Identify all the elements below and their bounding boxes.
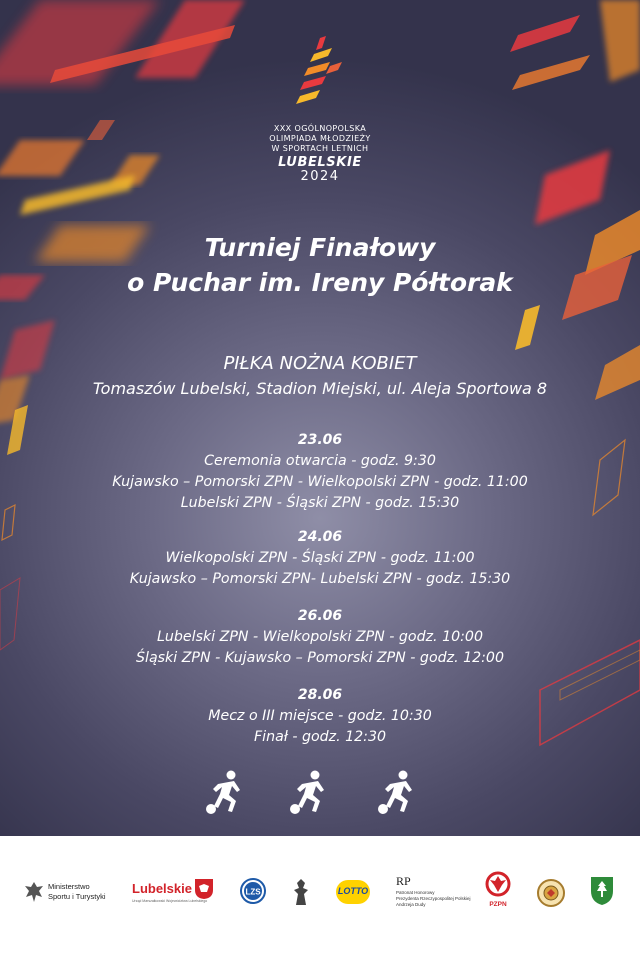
- olympics-region: LUBELSKIE: [278, 155, 362, 170]
- ministry-line2: Sportu i Turystyki: [48, 892, 106, 901]
- schedule-line: Finał - godz. 12:30: [253, 729, 387, 745]
- schedule-day: [0, 606, 640, 669]
- discipline: PIŁKA NOŻNA KOBIET: [223, 353, 417, 374]
- deer-shield-icon: [194, 878, 214, 900]
- schedule-date: 24.06: [297, 529, 343, 545]
- olympics-header: [0, 124, 640, 184]
- patronage-line2: Prezydenta Rzeczypospolitej Polskiej: [396, 896, 471, 901]
- green-crest-icon: [590, 876, 614, 906]
- schedule-date: 23.06: [297, 432, 343, 448]
- city-crest-icon: [292, 878, 310, 906]
- ministry-line1: Ministerstwo: [48, 882, 90, 891]
- olympics-line2: OLIMPIADA MŁODZIEŻY: [269, 134, 371, 143]
- schedule-line: Lubelski ZPN - Wielkopolski ZPN - godz. 10:00: [157, 629, 483, 645]
- football-player-icon: [204, 770, 248, 816]
- patronage-line1: Patronat Honorowy: [396, 890, 435, 895]
- schedule-line: Wielkopolski ZPN - Śląski ZPN - godz. 11:00: [165, 550, 475, 566]
- title-line2: o Puchar im. Ireny Półtorak: [127, 268, 513, 297]
- lzs-logo: [240, 878, 266, 904]
- schedule-date: 28.06: [297, 687, 343, 703]
- olympics-line3: W SPORTACH LETNICH: [271, 144, 369, 153]
- pzpn-eagle-icon: [484, 870, 512, 900]
- football-player-icon: [288, 770, 332, 816]
- schedule-line: Kujawsko – Pomorski ZPN- Lubelski ZPN - godz. 15:30: [129, 571, 511, 587]
- football-player-icon: [376, 770, 420, 816]
- schedule-line: Ceremonia otwarcia - godz. 9:30: [204, 453, 436, 469]
- olympics-line1: XXX OGÓLNOPOLSKA: [273, 124, 367, 133]
- lubelskie-text: Lubelskie: [132, 881, 192, 896]
- lubelskie-sub: Urząd Marszałkowski Województwa Lubelskiego: [132, 899, 208, 903]
- presidential-patronage: [396, 874, 476, 914]
- regional-seal-icon: [536, 878, 566, 908]
- olympics-year: 2024: [300, 169, 340, 184]
- schedule-line: Kujawsko – Pomorski ZPN - Wielkopolski ZPN - godz. 11:00: [112, 474, 528, 490]
- venue: Tomaszów Lubelski, Stadion Miejski, ul. Aleja Sportowa 8: [92, 379, 548, 398]
- pzpn-text: PZPN: [489, 901, 507, 908]
- lzs-text: LZS: [245, 887, 261, 897]
- schedule-line: Mecz o III miejsce - godz. 10:30: [208, 708, 432, 724]
- pzpn-logo: [484, 870, 512, 912]
- title-line1: Turniej Finałowy: [204, 233, 436, 262]
- schedule-line: Śląski ZPN - Kujawsko – Pomorski ZPN - godz. 12:00: [136, 650, 504, 666]
- eagle-icon: [24, 880, 44, 904]
- page-title: [0, 230, 640, 300]
- lubelskie-logo: [132, 876, 218, 910]
- olympics-flame-logo: [292, 36, 352, 108]
- rp-text: RP: [396, 874, 411, 888]
- lotto-text: LOTTO: [337, 886, 369, 896]
- ministry-logo: [24, 878, 124, 908]
- schedule-line: Lubelski ZPN - Śląski ZPN - godz. 15:30: [180, 495, 460, 511]
- players-row: [0, 770, 640, 820]
- schedule-day: [0, 527, 640, 590]
- lotto-logo: [336, 880, 370, 904]
- schedule-date: 26.06: [297, 608, 343, 624]
- schedule-day: [0, 430, 640, 514]
- patronage-line3: Andrzeja Dudy: [396, 902, 426, 907]
- schedule-day: [0, 685, 640, 748]
- sponsor-footer: [0, 836, 640, 960]
